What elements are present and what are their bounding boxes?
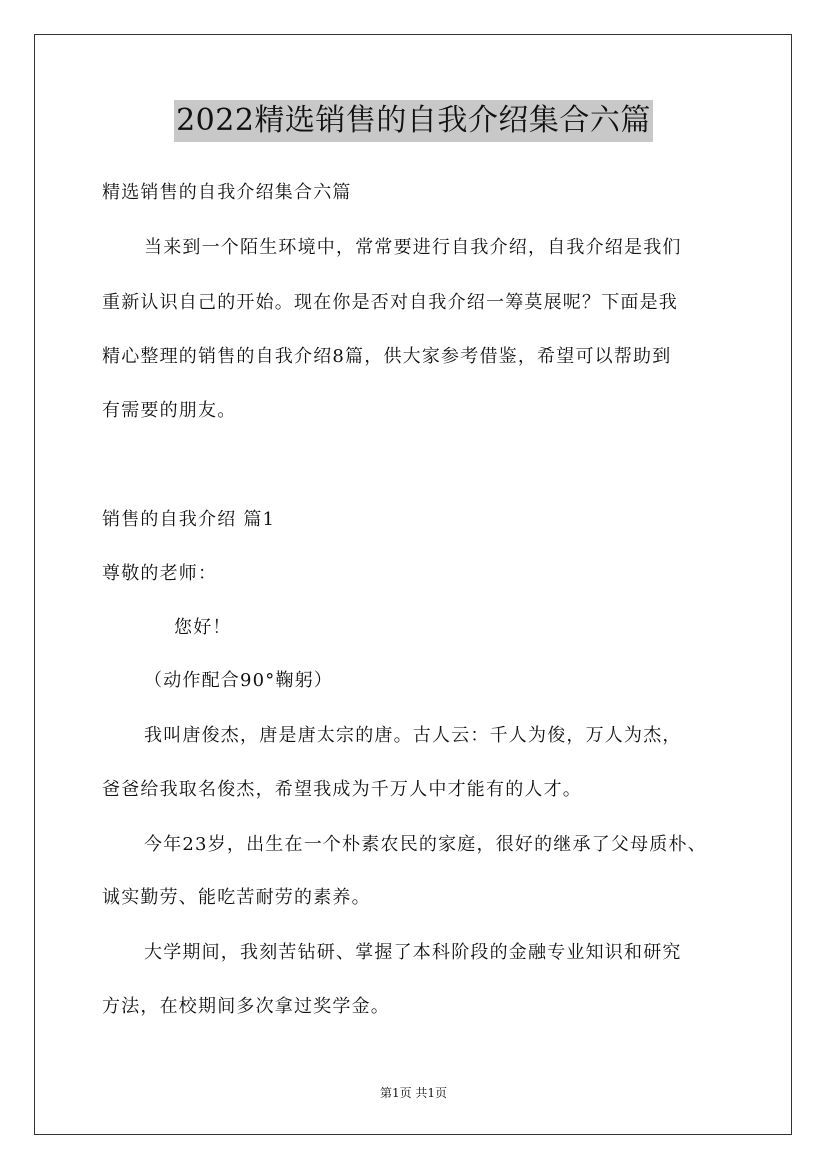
intro-line-1: 当来到一个陌生环境中，常常要进行自我介绍，自我介绍是我们 (144, 237, 682, 258)
body-line-1: 我叫唐俊杰，唐是唐太宗的唐。古人云：千人为俊，万人为杰， (144, 725, 682, 746)
body-line-2: 爸爸给我取名俊杰，希望我成为千万人中才能有的人才。 (102, 779, 582, 800)
greeting: 您好！ (174, 617, 232, 638)
page-footer: 第1页 共1页 (379, 1086, 448, 1100)
section-heading: 销售的自我介绍 篇1 (102, 509, 276, 530)
action-note: （动作配合90°鞠躬） (144, 670, 334, 691)
body-line-4: 诚实勤劳、能吃苦耐劳的素养。 (102, 887, 371, 908)
intro-line-3: 精心整理的销售的自我介绍8篇，供大家参考借鉴，希望可以帮助到 (102, 346, 672, 367)
document-subtitle: 精选销售的自我介绍集合六篇 (102, 182, 352, 203)
title-container (0, 100, 827, 142)
body-line-5: 大学期间，我刻苦钻研、掌握了本科阶段的金融专业知识和研究 (144, 942, 682, 963)
intro-line-2: 重新认识自己的开始。现在你是否对自我介绍一筹莫展呢？下面是我 (102, 292, 678, 313)
document-title: 2022精选销售的自我介绍集合六篇 (174, 100, 653, 142)
intro-line-4: 有需要的朋友。 (102, 400, 237, 421)
salutation: 尊敬的老师： (102, 563, 218, 584)
body-line-6: 方法，在校期间多次拿过奖学金。 (102, 996, 390, 1017)
body-line-3: 今年23岁，出生在一个朴素农民的家庭，很好的继承了父母质朴、 (144, 834, 707, 855)
